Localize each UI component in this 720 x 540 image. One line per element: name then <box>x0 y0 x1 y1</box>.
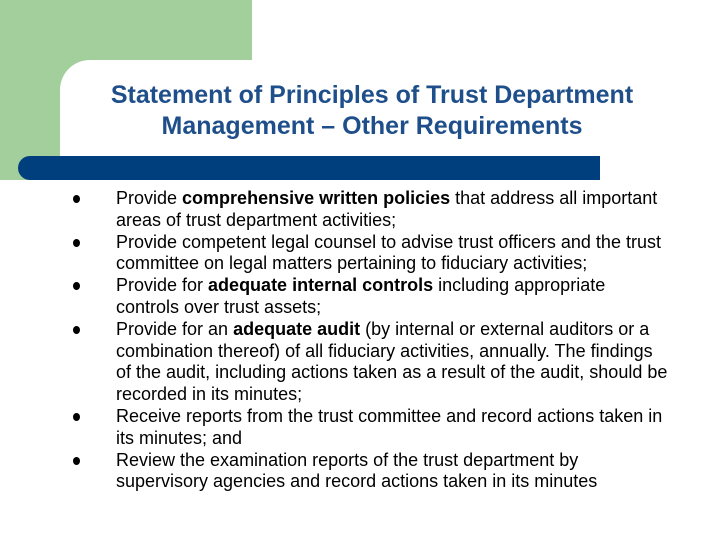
bullet-dot-icon <box>73 195 80 203</box>
bullet-dot-icon <box>73 413 80 421</box>
bullet-text-emphasis: comprehensive written policies <box>182 188 451 208</box>
bullet-dot-icon <box>73 282 80 290</box>
bullet-text-part: Review the examination reports of the trust department by supervisory agencies and record actions taken in its minutes <box>116 449 598 492</box>
title-line-2: Management – Other Requirements <box>161 112 583 140</box>
bullet-item <box>72 319 672 406</box>
bullet-dot-icon <box>73 239 80 247</box>
bullet-text <box>116 319 667 404</box>
bullet-dot-icon <box>73 457 80 465</box>
bullet-text <box>116 275 605 317</box>
bullet-item <box>72 406 672 450</box>
bullet-text <box>116 406 662 448</box>
title-divider-bar <box>18 156 600 180</box>
title-line-1: Statement of Principles of Trust Department <box>110 81 634 109</box>
bullet-text-part: Provide <box>116 188 183 208</box>
bullet-text-part: that address all important areas of trust department activities; <box>116 188 658 230</box>
bullet-text <box>116 188 657 230</box>
bullet-item <box>72 450 672 494</box>
bullet-text-part: (by internal or external auditors or a combination thereof) of all fiduciary activities, annually. The findings of the audit, including actions taken as a result of the audit, should be recorded in its minutes; <box>116 318 668 405</box>
bullet-text-emphasis: adequate internal controls <box>208 275 434 296</box>
bullet-item <box>72 275 672 319</box>
bullet-text-emphasis: adequate audit <box>233 318 361 339</box>
bullet-item <box>72 232 672 276</box>
bullet-text-part: Receive reports from the trust committee and record actions taken in its minutes; and <box>116 405 663 448</box>
bullet-list <box>72 188 672 493</box>
bullet-text-part: including appropriate controls over trust assets; <box>116 275 606 317</box>
bullet-dot-icon <box>73 326 80 334</box>
slide-title <box>62 80 682 142</box>
bullet-text <box>116 450 597 492</box>
bullet-text-part: Provide competent legal counsel to advise trust officers and the trust committee on legal matters pertaining to fiduciary activities; <box>116 231 661 274</box>
bullet-text-part: Provide for <box>116 275 209 296</box>
bullet-item <box>72 188 672 232</box>
bullet-text-part: Provide for an <box>116 318 234 339</box>
bullet-text <box>116 232 661 274</box>
